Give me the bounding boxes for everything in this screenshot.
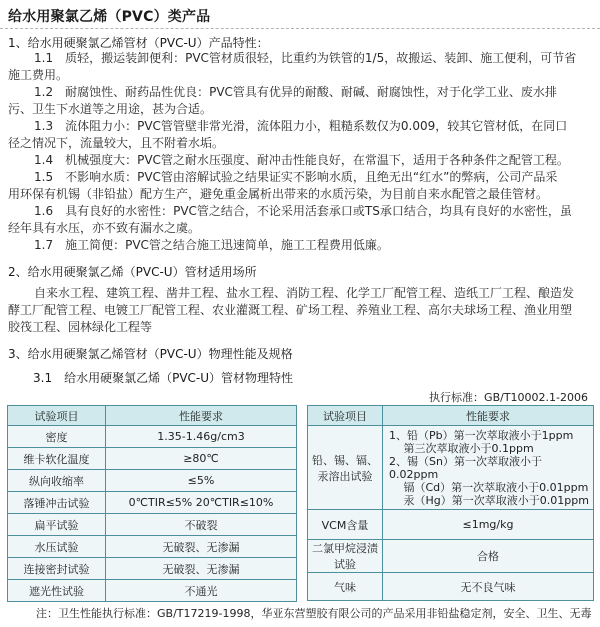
requirement: ≤5% — [106, 470, 297, 492]
feature-line: 污、卫生下水道等之用途，甚为合适。 — [8, 102, 213, 116]
test-item: VCM含量 — [308, 510, 383, 540]
requirement: 无破裂、无渗漏 — [106, 558, 297, 580]
page-title: 给水用聚氯乙烯（PVC）类产品 — [8, 9, 211, 25]
feature-1-7 — [8, 237, 594, 254]
feature-line: 用环保有机锡（非铅盐）配方生产，避免重金属析出带来的水质污染，为目前自来水配管之最佳管材。 — [8, 187, 549, 201]
test-item: 水压试验 — [8, 536, 106, 558]
requirement: 0℃TIR≤5% 20℃TIR≤10% — [106, 492, 297, 514]
usage-line: 胶筏工程、园林绿化工程等 — [8, 320, 153, 334]
requirement: 1.35-1.46g/cm3 — [106, 426, 297, 448]
test-item: 连接密封试验 — [8, 558, 106, 580]
feature-line: 施工费用。 — [8, 68, 69, 82]
feature-line: 1.5 不影响水质：PVC管由溶解试验之结果证实不影响水质，且绝无出“红水”的弊病，公司产品采 — [34, 170, 558, 184]
title-divider — [0, 28, 600, 29]
table-row — [8, 492, 297, 514]
table-header-row — [8, 406, 297, 426]
table-row — [308, 510, 594, 540]
requirement: 不通光 — [106, 580, 297, 602]
feature-line: 1.3 流体阻力小：PVC管管壁非常光滑，流体阻力小，粗糙系数仅为0.009，较其它管材低，在同口 — [34, 119, 568, 133]
test-item: 二氯甲烷浸渍试验 — [308, 540, 383, 573]
requirement: 无不良气味 — [383, 573, 594, 601]
section2-body — [8, 285, 594, 336]
usage-line: 酵工厂配管工程、电镀工厂配管工程、农业灌溉工程、矿场工程、养殖业工程、高尔夫球场工程、渔业用塑 — [8, 303, 573, 317]
table-row — [8, 470, 297, 492]
table-row — [8, 536, 297, 558]
table-row — [8, 514, 297, 536]
usage-line: 自来水工程、建筑工程、凿井工程、盐水工程、消防工程、化学工厂配管工程、造纸工厂工程、酿造发 — [34, 286, 575, 300]
requirement-list — [383, 426, 594, 510]
requirement: 合格 — [383, 540, 594, 573]
requirement: 不破裂 — [106, 514, 297, 536]
table-header-row — [308, 406, 594, 426]
col-header-requirement: 性能要求 — [383, 406, 594, 426]
table-row — [8, 558, 297, 580]
requirement-line: 第三次萃取液小于0.1ppm — [389, 441, 534, 455]
feature-line: 经年具有水压，亦不致有漏水之虞。 — [8, 221, 201, 235]
table-row — [308, 426, 594, 510]
test-item: 纵向收缩率 — [8, 470, 106, 492]
feature-line: 1.6 具有良好的水密性：PVC管之结合，不论采用活套承口或TS承口结合，均具有良好的水密性，虽 — [34, 204, 572, 218]
section1-heading: 1、给水用硬聚氯乙烯管材（PVC-U）产品特性： — [8, 36, 269, 50]
section1-body — [8, 50, 594, 254]
requirement-line: 2、锡（Sn）第一次萃取液小于0.02ppm — [389, 454, 542, 481]
requirement-line: 镉（Cd）第一次萃取液小于0.01ppm — [389, 480, 589, 494]
feature-line: 1.1 质轻，搬运装卸便利：PVC管材质很轻，比重约为铁管的1/5，故搬运、装卸、施工便利，可节省 — [34, 51, 577, 65]
table-row — [8, 426, 297, 448]
feature-1-2 — [8, 84, 594, 118]
hygiene-properties-table — [307, 405, 594, 601]
feature-line: 1.7 施工简便：PVC管之结合施工迅速简单，施工工程费用低廉。 — [34, 238, 389, 252]
test-item: 落锤冲击试验 — [8, 492, 106, 514]
col-header-requirement: 性能要求 — [106, 406, 297, 426]
col-header-item: 试验项目 — [308, 406, 383, 426]
feature-line: 径之情况下，流量较大，且不附着水垢。 — [8, 136, 225, 150]
table-row — [308, 540, 594, 573]
requirement-line: 汞（Hg）第一次萃取液小于0.01ppm — [389, 493, 589, 507]
test-item: 铅、锡、镉、汞溶出试验 — [308, 426, 383, 510]
test-item: 扁平试验 — [8, 514, 106, 536]
section3-heading: 3、给水用硬聚氯乙烯管材（PVC-U）物理性能及规格 — [8, 347, 293, 361]
section3-subheading: 3.1 给水用硬聚氯乙烯（PVC-U）管材物理特性 — [33, 371, 294, 385]
feature-line: 1.2 耐腐蚀性、耐药品性优良：PVC管具有优异的耐酸、耐碱、耐腐蚀性，对于化学工业、废水排 — [34, 85, 557, 99]
test-item: 遮光性试验 — [8, 580, 106, 602]
table-row — [308, 573, 594, 601]
physical-properties-table — [7, 405, 297, 602]
col-header-item: 试验项目 — [8, 406, 106, 426]
feature-line: 1.4 机械强度大：PVC管之耐水压强度、耐冲击性能良好，在常温下，适用于各种条件之配管工程。 — [34, 153, 569, 167]
test-item: 密度 — [8, 426, 106, 448]
feature-1-3 — [8, 118, 594, 152]
feature-1-5 — [8, 169, 594, 203]
section2-heading: 2、给水用硬聚氯乙烯（PVC-U）管材适用场所 — [8, 265, 257, 279]
test-item: 维卡软化温度 — [8, 448, 106, 470]
test-item: 气味 — [308, 573, 383, 601]
footnote: 注：卫生性能执行标准：GB/T17219-1998，华亚东营塑胶有限公司的产品采用非铅盐稳定剂，安全、卫生、无毒 — [36, 607, 592, 620]
requirement: ≥80℃ — [106, 448, 297, 470]
table-row — [8, 580, 297, 602]
requirement: ≤1mg/kg — [383, 510, 594, 540]
feature-1-4 — [8, 152, 594, 169]
feature-1-6 — [8, 203, 594, 237]
standard-label: 执行标准：GB/T10002.1-2006 — [429, 391, 588, 404]
table-row — [8, 448, 297, 470]
feature-1-1 — [8, 50, 594, 84]
requirement-line: 1、铅（Pb）第一次萃取液小于1ppm — [389, 428, 574, 442]
requirement: 无破裂、无渗漏 — [106, 536, 297, 558]
